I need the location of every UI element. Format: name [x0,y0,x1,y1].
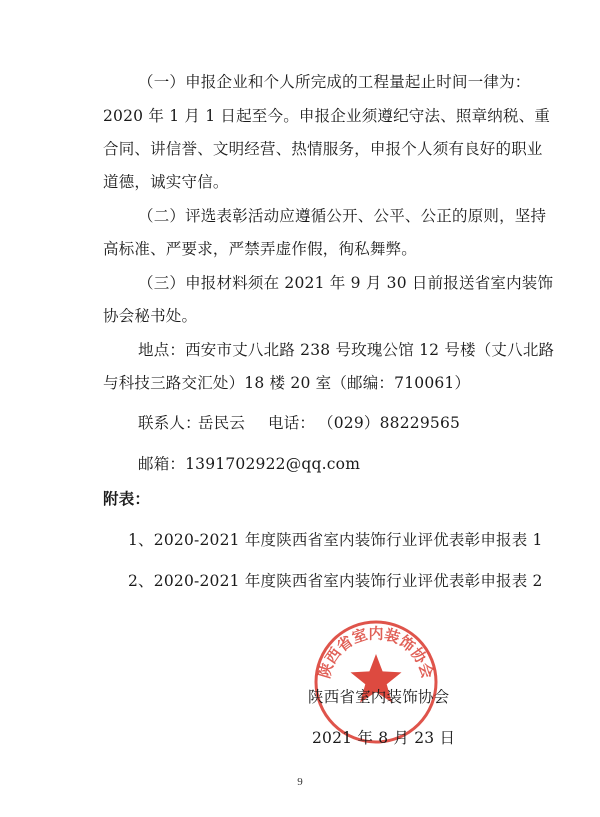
para2-line1: （二）评选表彰活动应遵循公开、公平、公正的原则，坚持 [138,207,547,225]
contact-name: 岳民云 [198,414,246,432]
seal-text: 陕西省室内装饰协会 [315,624,437,681]
para1-line2: 2020 年 1 月 1 日起至今。申报企业须遵纪守法、照章纳税、重 [103,107,551,125]
contact-label: 联系人： [138,414,201,432]
para3-line2: 协会秘书处。 [103,307,198,325]
address-line2: 与科技三路交汇处）18 楼 20 室（邮编：710061） [103,374,471,392]
para1-line3: 合同、讲信誉、文明经营、热情服务，申报个人须有良好的职业 [103,140,543,158]
para1-line4: 道德，诚实守信。 [103,173,229,191]
attachments-heading: 附表： [103,489,151,508]
official-seal [312,618,440,746]
page-number: 9 [297,776,303,788]
para3-line1: （三）申报材料须在 2021 年 9 月 30 日前报送省室内装饰 [138,274,554,292]
address-line1: 地点：西安市丈八北路 238 号玫瑰公馆 12 号楼（丈八北路 [138,341,555,359]
phone-number: （029）88229565 [318,414,461,432]
email-line: 邮箱：1391702922@qq.com [138,455,361,473]
attachment-item-2: 2、2020-2021 年度陕西省室内装饰行业评优表彰申报表 2 [128,572,543,590]
attachment-item-1: 1、2020-2021 年度陕西省室内装饰行业评优表彰申报表 1 [128,531,543,549]
phone-label: 电话： [268,414,316,432]
signature-organization: 陕西省室内装饰协会 [308,688,450,706]
signature-date: 2021 年 8 月 23 日 [312,729,456,747]
para1-line1: （一）申报企业和个人所完成的工程量起止时间一律为： [138,73,531,91]
para2-line2: 高标准、严要求，严禁弄虚作假，徇私舞弊。 [103,240,418,258]
